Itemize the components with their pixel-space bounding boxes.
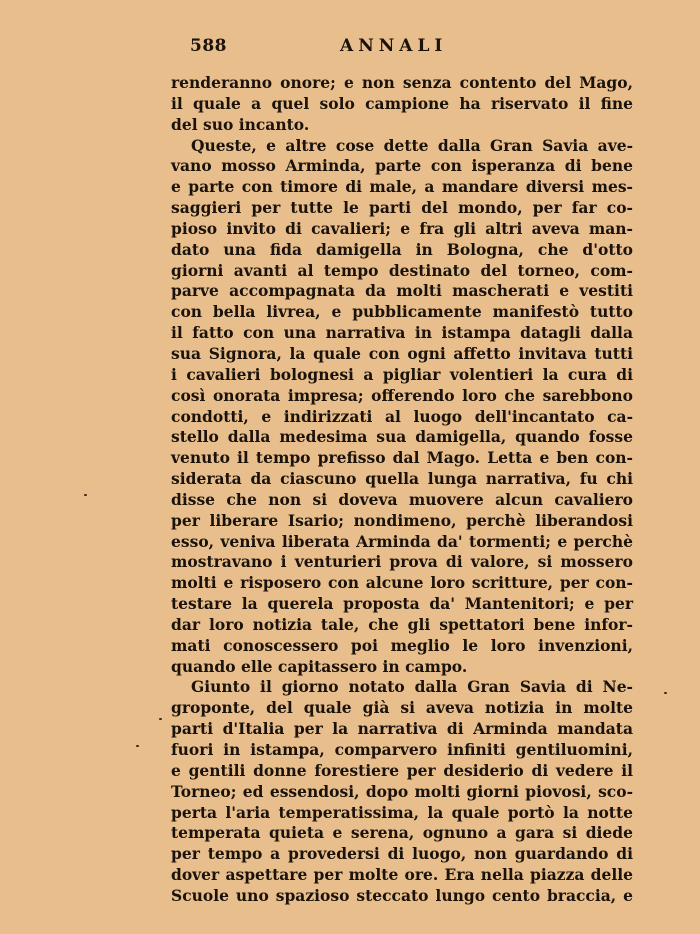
- paragraph-start-line: Queste, e altre cose dette dalla Gran Savia ave-: [191, 135, 633, 155]
- text-line: renderanno onore; e non senza contento del Mago,: [171, 73, 633, 92]
- text-line: giorni avanti al tempo destinato del torneo, com-: [171, 260, 633, 280]
- text-line: mati conoscessero poi meglio le loro invenzioni,: [171, 635, 633, 655]
- text-line: e parte con timore di male, a mandare diversi mes-: [171, 177, 633, 197]
- body-text: [171, 73, 633, 907]
- text-line: dover aspettare per molte ore. Era nella piazza delle: [171, 865, 633, 885]
- text-line: e gentili donne forestiere per desiderio di vedere il: [171, 760, 633, 780]
- paragraph-start-line: Giunto il giorno notato dalla Gran Savia di Ne-: [191, 677, 633, 697]
- text-line: groponte, del quale già si aveva notizia in molte: [171, 698, 633, 718]
- text-line: dato una fida damigella in Bologna, che d'otto: [171, 239, 633, 259]
- text-line: mostravano i venturieri prova di valore, si mossero: [171, 552, 633, 572]
- text-line: il quale a quel solo campione ha riservato il fine: [171, 93, 633, 113]
- page-number: 588: [190, 36, 227, 56]
- text-line: pioso invito di cavalieri; e fra gli altri aveva man-: [171, 218, 633, 238]
- text-line: molti e risposero con alcune loro scritture, per con-: [171, 573, 633, 593]
- text-line: saggieri per tutte le parti del mondo, per far co-: [171, 198, 633, 218]
- text-line: i cavalieri bolognesi a pigliar volentieri la cura di: [171, 364, 633, 384]
- page-header: [0, 36, 700, 58]
- text-line: fuori in istampa, comparvero infiniti gentiluomini,: [171, 740, 633, 759]
- text-line: sua Signora, la quale con ogni affetto invitava tutti: [171, 343, 633, 363]
- print-speck: [84, 494, 87, 496]
- text-line: stello dalla medesima sua damigella, quando fosse: [171, 427, 633, 447]
- text-line: Torneo; ed essendosi, dopo molti giorni piovosi, sco-: [171, 781, 633, 801]
- text-line: condotti, e indirizzati al luogo dell'incantato ca-: [171, 406, 633, 426]
- text-line: testare la querela proposta da' Mantenitori; e per: [171, 594, 633, 614]
- print-speck: [136, 745, 139, 747]
- text-line: così onorata impresa; offerendo loro che sarebbono: [171, 385, 633, 405]
- text-line: parve accompagnata da molti mascherati e vestiti: [171, 281, 633, 301]
- text-line: per liberare Isario; nondimeno, perchè liberandosi: [171, 510, 633, 530]
- text-line: perta l'aria temperatissima, la quale portò la notte: [171, 802, 633, 822]
- text-line: temperata quieta e serena, ognuno a gara si diede: [171, 823, 633, 843]
- running-head: ANNALI: [340, 36, 448, 56]
- text-line: il fatto con una narrativa in istampa datagli dalla: [171, 323, 633, 343]
- print-speck: [159, 718, 162, 720]
- text-line: per tempo a provedersi di luogo, non guardando di: [171, 844, 633, 864]
- text-line: siderata da ciascuno quella lunga narrativa, fu chi: [171, 469, 633, 489]
- text-line: Scuole uno spazioso steccato lungo cento braccia, e: [171, 885, 633, 905]
- text-line: venuto il tempo prefisso dal Mago. Letta e ben con-: [171, 448, 633, 468]
- text-line: vano mosso Arminda, parte con isperanza di bene: [171, 156, 633, 176]
- text-line: esso, veniva liberata Arminda da' tormenti; e perchè: [171, 531, 633, 551]
- print-speck: [664, 692, 667, 694]
- text-line: con bella livrea, e pubblicamente manifestò tutto: [171, 302, 633, 322]
- paragraph-end-line: quando elle capitassero in campo.: [171, 656, 468, 676]
- text-line: parti d'Italia per la narrativa di Arminda mandata: [171, 719, 633, 739]
- text-line: dar loro notizia tale, che gli spettatori bene infor-: [171, 614, 633, 634]
- paragraph-end-line: del suo incanto.: [171, 114, 310, 134]
- text-line: disse che non si doveva muovere alcun cavaliero: [171, 489, 633, 509]
